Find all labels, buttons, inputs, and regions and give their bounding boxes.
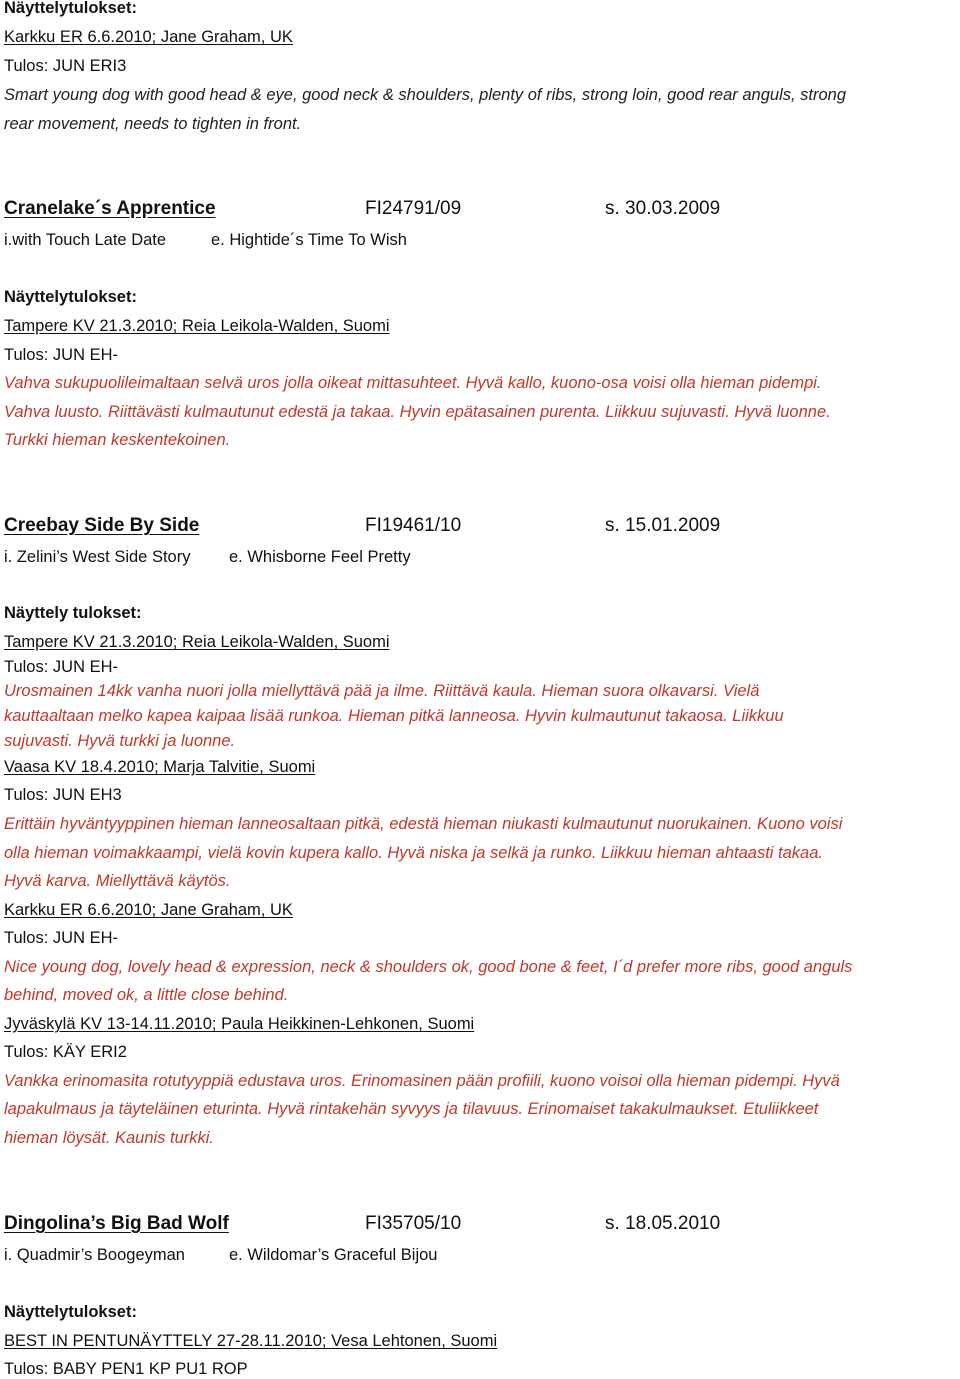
dog-header: [4, 1214, 954, 1238]
birth-date: s. 15.01.2009: [605, 515, 721, 536]
birth-date: s. 18.05.2010: [605, 1213, 721, 1234]
sire: i.with Touch Late Date: [4, 231, 167, 249]
dam: e. Wildomar’s Graceful Bijou: [229, 1246, 438, 1264]
show-line: Jyväskylä KV 13-14.11.2010; Paula Heikkinen-Lehkonen, Suomi: [4, 1015, 475, 1033]
sire: i. Quadmir’s Boogeyman: [4, 1246, 185, 1264]
result-line: Tulos: BABY PEN1 KP PU1 ROP: [4, 1360, 248, 1378]
birth-date: s. 30.03.2009: [605, 198, 721, 219]
critique-line: hieman löysät. Kaunis turkki.: [4, 1129, 215, 1147]
critique-line: rear movement, needs to tighten in front.: [4, 115, 302, 133]
critique-line: Smart young dog with good head & eye, good neck & shoulders, plenty of ribs, strong loin, good rear anguls, strong: [4, 86, 847, 104]
result-line: Tulos: JUN EH-: [4, 929, 118, 947]
result-line: Tulos: JUN EH3: [4, 786, 122, 804]
critique-line: sujuvasti. Hyvä turkki ja luonne.: [4, 732, 236, 750]
dam: e. Whisborne Feel Pretty: [229, 548, 411, 566]
dog-name: Cranelake´s Apprentice: [4, 198, 216, 219]
result-line: Tulos: JUN ERI3: [4, 57, 127, 75]
show-line: Karkku ER 6.6.2010; Jane Graham, UK: [4, 28, 293, 46]
critique-line: Vahva luusto. Riittävästi kulmautunut edestä ja takaa. Hyvin epätasainen purenta. Liikkuu sujuvasti. Hyvä luonne.: [4, 403, 831, 421]
critique-line: olla hieman voimakkaampi, vielä kovin kupera kallo. Hyvä niska ja selkä ja runko. Liikkuu hieman ahtaasti takaa.: [4, 844, 823, 862]
critique-line: Hyvä karva. Miellyttävä käytös.: [4, 872, 231, 890]
show-line: Vaasa KV 18.4.2010; Marja Talvitie, Suomi: [4, 758, 316, 776]
registration-number: FI19461/10: [365, 515, 462, 536]
critique-line: lapakulmaus ja täyteläinen eturinta. Hyvä rintakehän syvyys ja tilavuus. Erinomaiset takakulmaukset. Etuliikkeet: [4, 1100, 819, 1118]
sire: i. Zelini’s West Side Story: [4, 548, 191, 566]
dog-name: Dingolina’s Big Bad Wolf: [4, 1213, 229, 1234]
show-results-heading: Näyttelytulokset:: [4, 0, 137, 17]
result-line: Tulos: KÄY ERI2: [4, 1043, 127, 1061]
dog-header: [4, 199, 954, 223]
critique-line: Erittäin hyväntyyppinen hieman lanneosaltaan pitkä, edestä hieman niukasti kulmautunut nuorukainen. Kuono voisi: [4, 815, 843, 833]
result-line: Tulos: JUN EH-: [4, 346, 118, 364]
critique-line: kauttaaltaan melko kapea kaipaa lisää runkoa. Hieman pitkä lanneosa. Hyvin kulmautunut takaosa. Liikkuu: [4, 707, 784, 725]
dog-name: Creebay Side By Side: [4, 515, 200, 536]
critique-line: Nice young dog, lovely head & expression, neck & shoulders ok, good bone & feet, I´d prefer more ribs, good anguls: [4, 958, 853, 976]
critique-line: Turkki hieman keskentekoinen.: [4, 431, 231, 449]
critique-line: behind, moved ok, a little close behind.: [4, 986, 289, 1004]
critique-line: Vankka erinomasita rotutyyppiä edustava uros. Erinomasinen pään profiili, kuono voisoi olla hieman pidempi. Hyvä: [4, 1072, 840, 1090]
parents-line: [4, 1245, 438, 1265]
show-line: Tampere KV 21.3.2010; Reia Leikola-Walden, Suomi: [4, 633, 390, 651]
dam: e. Hightide´s Time To Wish: [211, 231, 407, 249]
show-line: BEST IN PENTUNÄYTTELY 27-28.11.2010; Vesa Lehtonen, Suomi: [4, 1332, 498, 1350]
show-results-heading: Näyttelytulokset:: [4, 288, 137, 306]
dog-header: [4, 516, 954, 540]
result-line: Tulos: JUN EH-: [4, 658, 118, 676]
show-results-heading: Näyttelytulokset:: [4, 1303, 137, 1321]
registration-number: FI35705/10: [365, 1213, 462, 1234]
show-line: Tampere KV 21.3.2010; Reia Leikola-Walden, Suomi: [4, 317, 390, 335]
show-results-heading: Näyttely tulokset:: [4, 604, 142, 622]
parents-line: [4, 547, 411, 567]
critique-line: Urosmainen 14kk vanha nuori jolla miellyttävä pää ja ilme. Riittävä kaula. Hieman suora olkavarsi. Vielä: [4, 682, 760, 700]
critique-line: Vahva sukupuolileimaltaan selvä uros jolla oikeat mittasuhteet. Hyvä kallo, kuono-osa voisi olla hieman pidempi.: [4, 374, 822, 392]
registration-number: FI24791/09: [365, 198, 462, 219]
parents-line: [4, 230, 407, 250]
show-line: Karkku ER 6.6.2010; Jane Graham, UK: [4, 901, 293, 919]
